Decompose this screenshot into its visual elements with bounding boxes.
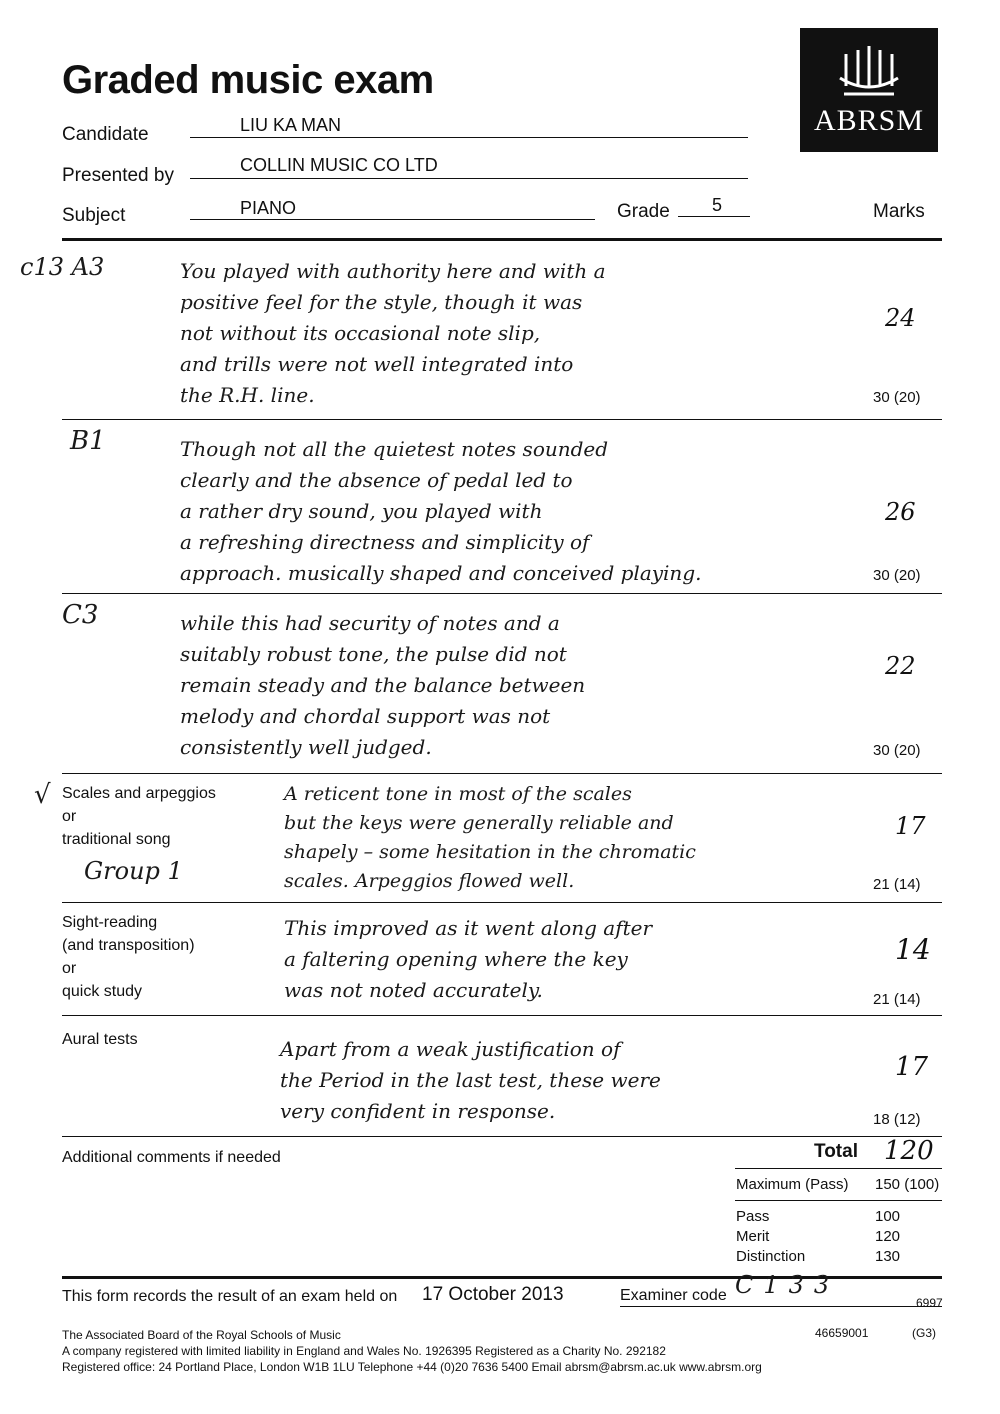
- piece-max: 30 (20): [873, 567, 921, 584]
- header-divider: [62, 238, 942, 241]
- total-value: 120: [884, 1136, 934, 1166]
- scales-comment: A reticent tone in most of the scales but the keys were generally reliable and shapely – some hesitation in the chromatic scales. Arpeggios flowed well.: [284, 783, 696, 892]
- footer-line: [620, 1306, 942, 1307]
- max-pass-value: 150 (100): [875, 1176, 940, 1193]
- exam-date: 17 October 2013: [422, 1284, 564, 1305]
- aural-section: [0, 1016, 1000, 1136]
- result-text: This form records the result of an exam held on: [62, 1288, 398, 1305]
- grade-line: [678, 216, 750, 217]
- board-name: The Associated Board of the Royal Schools of Music: [62, 1328, 341, 1342]
- merit-value: 120: [875, 1228, 901, 1245]
- candidate-line: [190, 137, 748, 138]
- presented-by-label: Presented by: [62, 165, 174, 186]
- presented-by-value: COLLIN MUSIC CO LTD: [240, 155, 438, 175]
- piece-comment: Though not all the quietest notes sounded clearly and the absence of pedal led to a rather dry sound, you played with a refreshing directness and simplicity of approach. musically shaped and conceived playing.: [180, 437, 702, 585]
- piece-label: B1: [70, 426, 106, 456]
- aural-label: Aural tests: [62, 1031, 138, 1048]
- company-line: A company registered with limited liability in England and Wales No. 1926395 Registered as a Charity No. 292182: [62, 1344, 666, 1358]
- form-code: (G3): [912, 1326, 936, 1340]
- candidate-label: Candidate: [62, 124, 149, 145]
- sight-reading-comment: This improved as it went along after a faltering opening where the key was not noted accurately.: [284, 916, 653, 1002]
- aural-comment: Apart from a weak justification of the Period in the last test, these were very confident in response.: [280, 1037, 661, 1123]
- candidate-value: LIU KA MAN: [240, 115, 342, 135]
- grade-label: Grade: [617, 201, 670, 222]
- crown-icon: [800, 34, 938, 114]
- aural-divider: [62, 1136, 942, 1137]
- sight-reading-max: 21 (14): [873, 991, 921, 1008]
- merit-label: Merit: [736, 1228, 770, 1245]
- total-label: Total: [814, 1141, 858, 1162]
- marks-label: Marks: [873, 201, 925, 222]
- presented-by-line: [190, 178, 748, 179]
- pass-label: Pass: [736, 1208, 770, 1225]
- piece-max: 30 (20): [873, 389, 921, 406]
- grade-value: 5: [712, 195, 723, 215]
- piece-b1: [0, 420, 1000, 592]
- aural-max: 18 (12): [873, 1111, 921, 1128]
- aural-mark: 17: [895, 1052, 929, 1082]
- distinction-label: Distinction: [736, 1248, 806, 1265]
- piece-a3: [0, 246, 1000, 418]
- piece-label: C3: [62, 600, 99, 630]
- subject-value: PIANO: [240, 198, 297, 218]
- form-title: Graded music exam: [62, 58, 434, 102]
- sight-reading-label: Sight-reading (and transposition) or quick study: [62, 914, 195, 1000]
- additional-comments-label: Additional comments if needed: [62, 1149, 281, 1166]
- piece-comment: You played with authority here and with a positive feel for the style, though it was not without its occasional note slip, and trills were not well integrated into the R.H. line.: [180, 259, 606, 407]
- scales-label: Scales and arpeggios or traditional song: [62, 785, 216, 848]
- max-pass-label: Maximum (Pass): [736, 1176, 849, 1193]
- piece-comment: while this had security of notes and a suitably robust tone, the pulse did not remain steady and the balance between melody and chordal support was not consistently well judged.: [180, 611, 586, 759]
- examiner-code: C133: [735, 1271, 840, 1299]
- abrsm-logo: [800, 28, 938, 152]
- scales-max: 21 (14): [873, 876, 921, 893]
- piece-c3: [0, 594, 1000, 772]
- subject-line: [190, 219, 595, 220]
- scales-group: Group 1: [84, 857, 183, 885]
- piece-mark: 26: [885, 498, 916, 526]
- max-divider: [735, 1200, 942, 1201]
- reference-number: 46659001: [815, 1326, 869, 1340]
- distinction-value: 130: [875, 1248, 901, 1265]
- examiner-code-label: Examiner code: [620, 1287, 727, 1304]
- office-line: Registered office: 24 Portland Place, London W1B 1LU Telephone +44 (0)20 7636 5400 Email abrsm@abrsm.ac.uk www.abrsm.org: [62, 1360, 762, 1374]
- total-divider: [735, 1168, 942, 1169]
- logo-text: ABRSM: [813, 104, 925, 137]
- pass-value: 100: [875, 1208, 901, 1225]
- piece-max: 30 (20): [873, 742, 921, 759]
- scales-section: [0, 774, 1000, 899]
- sight-reading-mark: 14: [895, 933, 931, 966]
- sight-reading-section: [0, 903, 1000, 1013]
- tick-mark: √: [34, 780, 51, 810]
- piece-mark: 22: [885, 652, 916, 680]
- subject-label: Subject: [62, 205, 126, 226]
- form-number: 6997: [916, 1296, 943, 1310]
- piece-mark: 24: [885, 304, 916, 332]
- piece-label: c13 A3: [20, 253, 105, 281]
- scales-mark: 17: [895, 812, 926, 840]
